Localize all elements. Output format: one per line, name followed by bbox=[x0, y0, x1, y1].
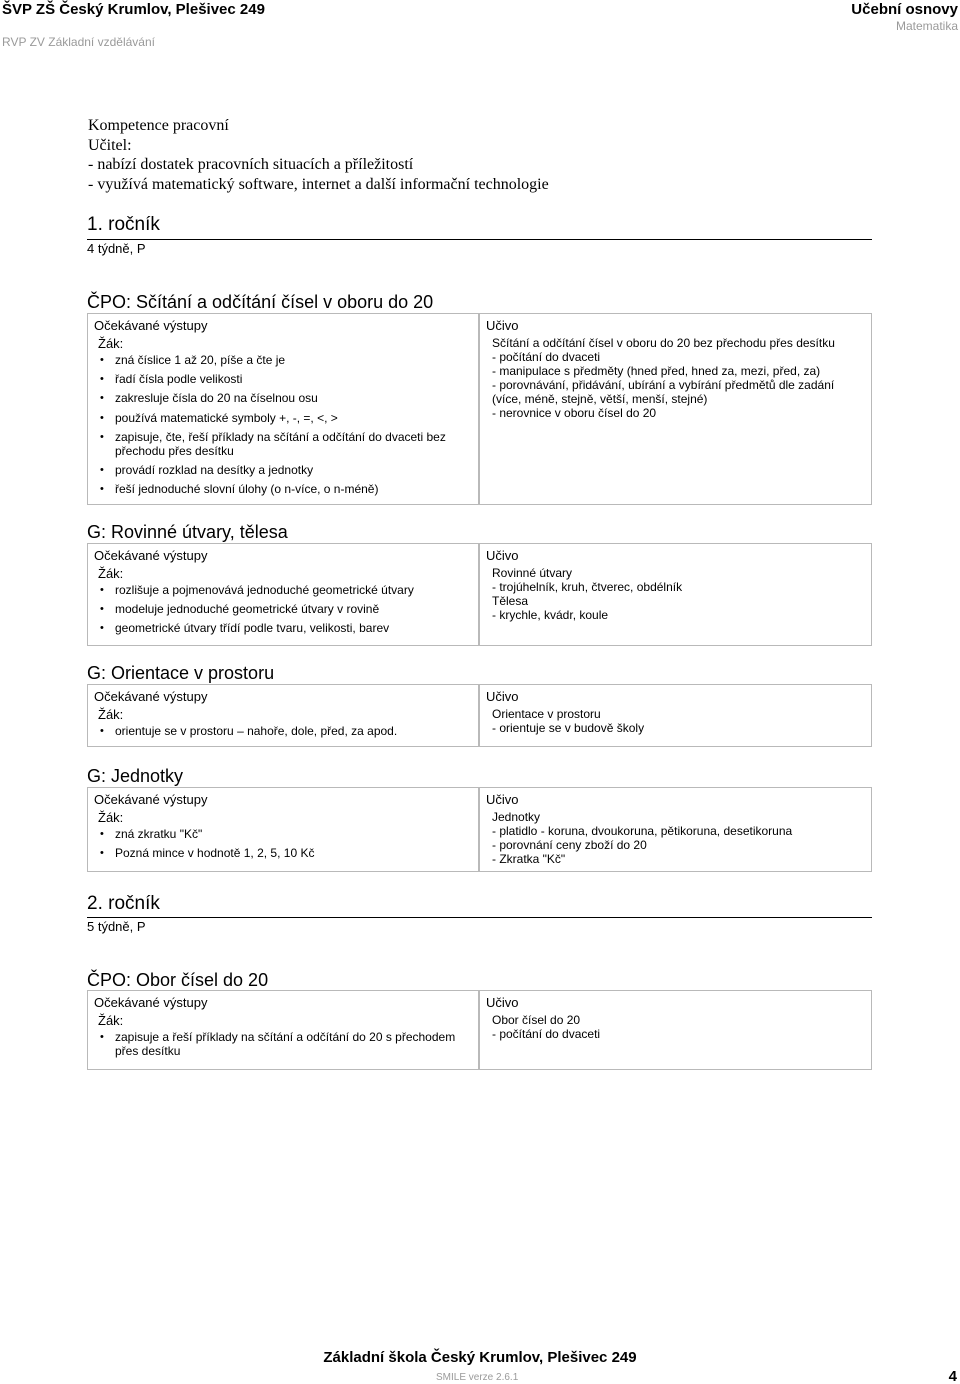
list-item: • zapisuje a řeší příklady na sčítání a odčítání do 20 s přechodem přes desítku bbox=[100, 1030, 470, 1058]
page-number: 4 bbox=[948, 1368, 957, 1384]
header-school: ŠVP ZŠ Český Krumlov, Plešivec 249 bbox=[2, 1, 265, 18]
outcomes-list bbox=[100, 353, 470, 501]
outcomes-heading: Očekávané výstupy bbox=[94, 689, 208, 704]
curriculum-box bbox=[479, 787, 872, 872]
curriculum-content: Obor čísel do 20 - počítání do dvaceti bbox=[492, 1013, 601, 1041]
curriculum-box bbox=[479, 990, 872, 1070]
outcomes-heading: Očekávané výstupy bbox=[94, 995, 208, 1010]
list-item: • geometrické útvary třídí podle tvaru, velikosti, barev bbox=[100, 621, 470, 635]
list-item: • zakresluje čísla do 20 na číselnou osu bbox=[100, 391, 470, 405]
outcomes-list bbox=[100, 1030, 470, 1063]
curriculum-heading: Učivo bbox=[486, 318, 519, 333]
outcomes-box bbox=[87, 313, 479, 505]
outcomes-box bbox=[87, 787, 479, 872]
list-item: • řadí čísla podle velikosti bbox=[100, 372, 470, 386]
topic-title: ČPO: Sčítání a odčítání čísel v oboru do 20 bbox=[87, 292, 434, 312]
outcomes-list bbox=[100, 827, 470, 865]
curriculum-content: Orientace v prostoru - orientuje se v budově školy bbox=[492, 707, 645, 735]
student-label: Žák: bbox=[98, 336, 124, 351]
student-label: Žák: bbox=[98, 1013, 124, 1028]
grade-divider bbox=[87, 239, 872, 240]
curriculum-box bbox=[479, 313, 872, 505]
competence-teacher: Učitel: bbox=[88, 136, 132, 154]
student-label: Žák: bbox=[98, 566, 124, 581]
grade-divider bbox=[87, 917, 872, 918]
footer-school: Základní škola Český Krumlov, Plešivec 249 bbox=[323, 1349, 637, 1366]
topic-title: G: Orientace v prostoru bbox=[87, 663, 275, 683]
header-doc-type: Učební osnovy bbox=[851, 1, 958, 18]
competence-item: - nabízí dostatek pracovních situacích a příležitostí bbox=[88, 156, 414, 174]
outcomes-heading: Očekávané výstupy bbox=[94, 318, 208, 333]
competence-item: - využívá matematický software, internet a další informační technologie bbox=[88, 176, 549, 194]
curriculum-content: Jednotky - platidlo - koruna, dvoukoruna, pětikoruna, desetikoruna - porovnání ceny zboží do 20 - Zkratka "Kč" bbox=[492, 810, 793, 866]
list-item: • zná zkratku "Kč" bbox=[100, 827, 470, 841]
outcomes-box bbox=[87, 684, 479, 747]
curriculum-heading: Učivo bbox=[486, 792, 519, 807]
student-label: Žák: bbox=[98, 707, 124, 722]
list-item: • modeluje jednoduché geometrické útvary v rovině bbox=[100, 602, 470, 616]
outcomes-heading: Očekávané výstupy bbox=[94, 792, 208, 807]
curriculum-heading: Učivo bbox=[486, 995, 519, 1010]
list-item: • provádí rozklad na desítky a jednotky bbox=[100, 463, 470, 477]
list-item: • řeší jednoduché slovní úlohy (o n-více, o n-méně) bbox=[100, 482, 470, 496]
curriculum-heading: Učivo bbox=[486, 689, 519, 704]
competence-title: Kompetence pracovní bbox=[88, 117, 229, 134]
curriculum-content: Sčítání a odčítání čísel v oboru do 20 bez přechodu přes desítku - počítání do dvaceti - manipulace s předměty (hned před, hned za, mezi, před, za) - porovnávání, přidávání, ubírání a vybírání předmětů dle zadání (více, méně, stejně, větší, menší, stejné) - nerovnice v oboru čísel do 20 bbox=[492, 336, 835, 420]
curriculum-heading: Učivo bbox=[486, 548, 519, 563]
outcomes-list bbox=[100, 724, 470, 743]
student-label: Žák: bbox=[98, 810, 124, 825]
outcomes-list bbox=[100, 583, 470, 641]
topic-title: G: Jednotky bbox=[87, 766, 184, 786]
curriculum-content: Rovinné útvary - trojúhelník, kruh, čtverec, obdélník Tělesa - krychle, kvádr, koule bbox=[492, 566, 683, 622]
curriculum-box bbox=[479, 684, 872, 747]
grade-meta: 4 týdně, P bbox=[87, 241, 146, 256]
list-item: • zapisuje, čte, řeší příklady na sčítání a odčítání do dvaceti bez přechodu přes desítku bbox=[100, 430, 470, 458]
outcomes-heading: Očekávané výstupy bbox=[94, 548, 208, 563]
list-item: • zná číslice 1 až 20, píše a čte je bbox=[100, 353, 470, 367]
topic-title: G: Rovinné útvary, tělesa bbox=[87, 522, 288, 542]
curriculum-box bbox=[479, 543, 872, 646]
list-item: • orientuje se v prostoru – nahoře, dole, před, za apod. bbox=[100, 724, 470, 738]
outcomes-box bbox=[87, 990, 479, 1070]
grade-title: 1. ročník bbox=[87, 214, 160, 235]
topic-title: ČPO: Obor čísel do 20 bbox=[87, 970, 269, 990]
list-item: • Pozná mince v hodnotě 1, 2, 5, 10 Kč bbox=[100, 846, 470, 860]
grade-meta: 5 týdně, P bbox=[87, 919, 146, 934]
header-subject: Matematika bbox=[895, 19, 958, 33]
header-framework: RVP ZV Základní vzdělávání bbox=[2, 35, 155, 49]
list-item: • rozlišuje a pojmenovává jednoduché geometrické útvary bbox=[100, 583, 470, 597]
outcomes-box bbox=[87, 543, 479, 646]
list-item: • používá matematické symboly +, -, =, <, > bbox=[100, 411, 470, 425]
competence-section bbox=[88, 116, 788, 195]
grade-title: 2. ročník bbox=[87, 893, 160, 914]
footer-version: SMILE verze 2.6.1 bbox=[436, 1372, 519, 1383]
